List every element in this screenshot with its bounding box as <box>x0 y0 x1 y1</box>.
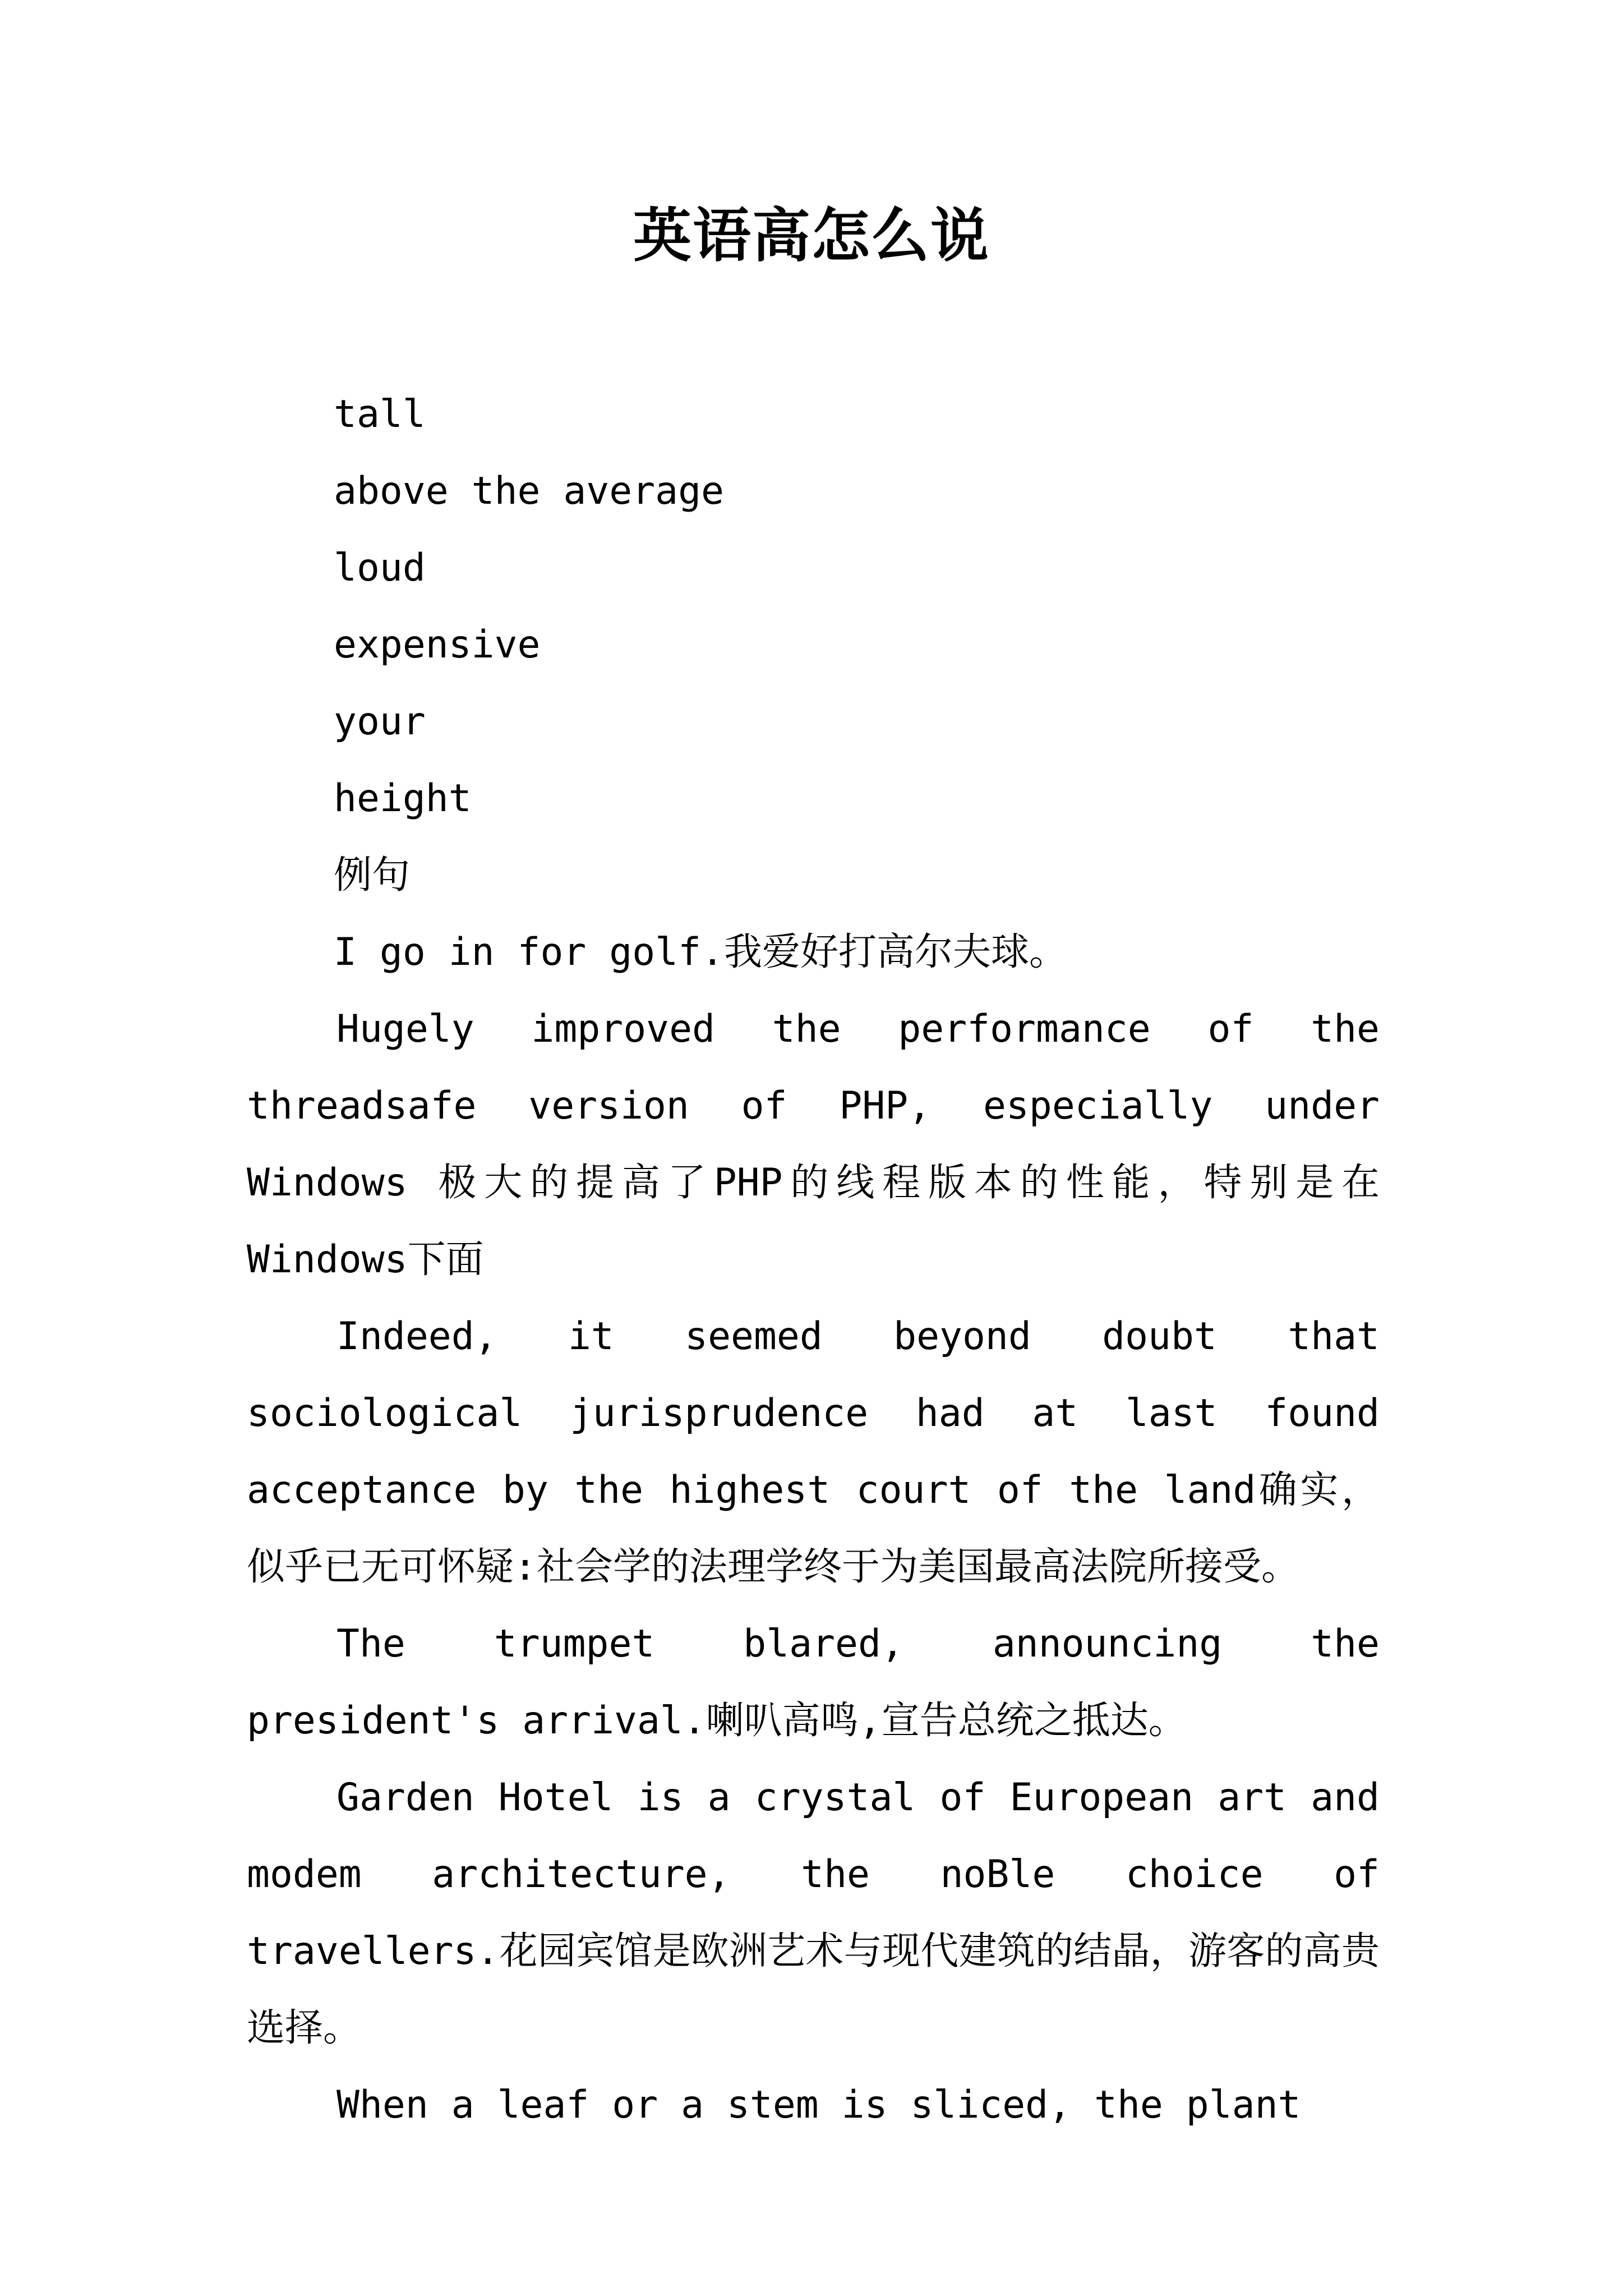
word-item-loud: loud <box>334 546 426 590</box>
example-heading: 例句 <box>334 853 411 898</box>
document-body <box>247 376 1380 2143</box>
example-sentence-trumpet: The trumpet blared, announcing the president's arrival.喇叭高鸣,宣告总统之抵达。 <box>247 1622 1380 1743</box>
word-item-height: height <box>334 776 472 821</box>
example-sentence-jurisprudence: Indeed, it seemed beyond doubt that sociological jurisprudence had at last found acceptance by the highest court of the land确实，似乎已无可怀疑:社会学的法理学终于为美国最高法院所接受。 <box>247 1314 1380 1589</box>
word-item-your: your <box>334 700 426 744</box>
word-item-above-average: above the average <box>334 469 724 513</box>
document-title: 英语高怎么说 <box>633 201 990 270</box>
example-sentence-leaf: When a leaf or a stem is sliced, the plant <box>336 2083 1301 2127</box>
word-item-expensive: expensive <box>334 623 541 667</box>
example-sentence-golf: I go in for golf.我爱好打高尔夫球。 <box>334 930 1067 974</box>
word-item-tall: tall <box>334 392 426 436</box>
example-sentence-php: Hugely improved the performance of the threadsafe version of PHP, especially under Windows 极大的提高了PHP的线程版本的性能，特别是在Windows下面 <box>247 1007 1380 1282</box>
example-sentence-garden-hotel: Garden Hotel is a crystal of European art and modem architecture, the noBle choice of travellers.花园宾馆是欧洲艺术与现代建筑的结晶，游客的高贵选择。 <box>247 1775 1380 2050</box>
